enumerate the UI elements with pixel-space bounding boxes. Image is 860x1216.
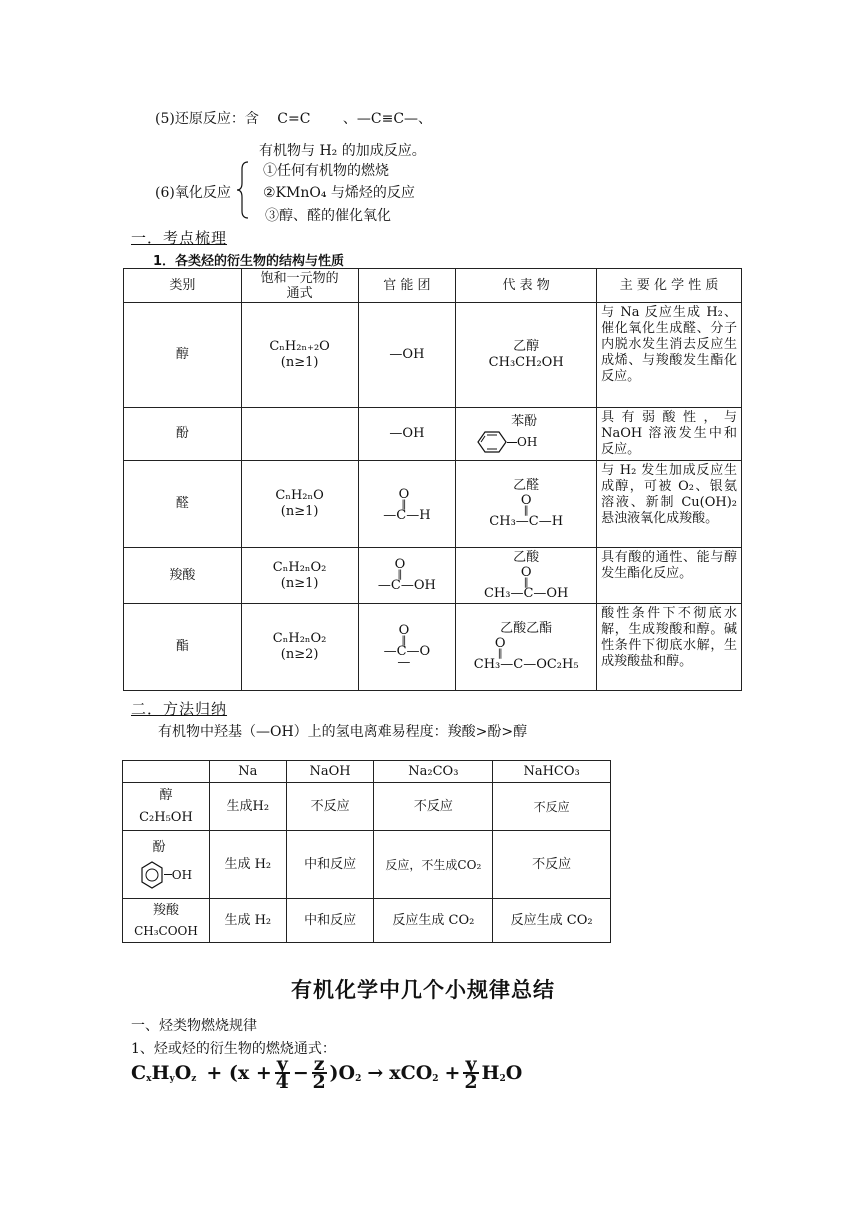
general-formula: CₙH₂ₙO₂	[272, 631, 327, 646]
compound-cell	[123, 783, 210, 831]
reduction-triple-bond: 、—C≡C—、	[342, 111, 433, 127]
compound-cell	[123, 831, 210, 899]
group-cell	[358, 548, 456, 604]
representative-cell	[456, 604, 597, 691]
properties-cell: 具有弱酸性，与 NaOH 溶液发生中和反应。	[597, 408, 742, 461]
result-cell: 中和反应	[286, 899, 374, 943]
result-cell: 生成H₂	[209, 783, 286, 831]
representative-formula: CH₃—C—OC₂H₅	[473, 657, 579, 672]
category-cell: 羧酸	[124, 548, 242, 604]
compound-formula: OH	[171, 867, 193, 882]
table-row	[124, 604, 742, 691]
n-range: (n≥2)	[280, 647, 319, 662]
derivatives-table	[123, 268, 742, 691]
formula-cell	[241, 604, 358, 691]
reduction-line-2: 有机物与 H₂ 的加成反应。	[259, 143, 426, 159]
carbonyl-oxygen: O	[394, 557, 406, 572]
phenol-ring-icon	[140, 860, 164, 890]
section-heading-2: 二．方法归纳	[131, 700, 228, 718]
table-header-row	[124, 269, 742, 303]
representative-name: 苯酚	[511, 414, 538, 429]
result-cell: 不反应	[493, 831, 611, 899]
group-cell	[358, 461, 456, 548]
page-title: 有机化学中几个小规律总结	[291, 978, 555, 1002]
properties-cell: 酸性条件下不彻底水解，生成羧酸和醇。碱性条件下彻底水解，生成羧酸盐和醇。	[597, 604, 742, 691]
table-row	[123, 899, 611, 943]
header-na: Na	[209, 761, 286, 783]
table-row	[124, 461, 742, 548]
bond-below: —	[397, 655, 411, 670]
representative-cell	[456, 548, 597, 604]
n-range: (n≥1)	[280, 504, 319, 519]
summary-section: 一、烃类物燃烧规律	[131, 1018, 257, 1034]
representative-formula: CH₃CH₂OH	[488, 355, 564, 370]
section-heading-1: 一．考点梳理	[131, 229, 228, 247]
category-cell: 醇	[124, 303, 242, 408]
carbonyl-oxygen: O	[398, 486, 410, 502]
properties-cell: 与 H₂ 发生加成反应生成醇，可被 O₂、银氨溶液、新制 Cu(OH)₂ 悬浊液氧化成羧酸。	[597, 461, 742, 548]
result-cell: 不反应	[286, 783, 374, 831]
acidity-order: 有机物中羟基（—OH）上的氢电离难易程度：羧酸>酚>醇	[158, 724, 528, 740]
representative-formula: CH₃—C—H	[489, 514, 564, 529]
representative-formula: OH	[517, 435, 538, 449]
double-bond-icon: ‖	[401, 635, 407, 646]
formula-cell	[241, 461, 358, 548]
formula-cell	[241, 408, 358, 461]
oxidation-label: (6)氧化反应	[155, 185, 231, 201]
table-row	[123, 783, 611, 831]
functional-group: —C—OH	[377, 578, 436, 593]
carbonyl-oxygen: O	[398, 623, 410, 638]
formula-cell	[241, 303, 358, 408]
result-cell: 不反应	[374, 783, 493, 831]
compound-name: 羧酸	[152, 902, 179, 918]
double-bond-icon: ‖	[523, 576, 529, 588]
result-cell: 反应生成 CO₂	[374, 899, 493, 943]
representative-cell	[456, 303, 597, 408]
table-row	[124, 303, 742, 408]
table-header-row	[123, 761, 611, 783]
combustion-equation: $C_xH_yO_z$ + (x + $\frac{y}{4}$ − $\frac{z}{2}$ )$O_2$ → xCO$_2$ + $\frac{y}{2}$ $H_2O$	[131, 1053, 523, 1093]
benzene-ring-icon	[477, 430, 507, 454]
double-bond-icon: ‖	[523, 505, 529, 516]
result-cell: 生成 H₂	[209, 831, 286, 899]
representative-cell	[456, 461, 597, 548]
double-bond-icon: ‖	[497, 648, 503, 659]
representative-name: 乙酸乙酯	[500, 621, 553, 636]
category-cell: 醛	[124, 461, 242, 548]
compound-cell	[123, 899, 210, 943]
formula-cell	[241, 548, 358, 604]
category-cell: 酯	[124, 604, 242, 691]
header-nahco3: NaHCO₃	[493, 761, 611, 783]
representative-cell	[456, 408, 597, 461]
general-formula: CₙH₂ₙ₊₂O	[269, 339, 330, 354]
header-naoh: NaOH	[286, 761, 374, 783]
header-category: 类别	[124, 269, 242, 303]
functional-group: —C—O	[383, 644, 431, 659]
category-cell: 酚	[124, 408, 242, 461]
brace-icon	[236, 161, 250, 219]
double-bond-icon: ‖	[397, 569, 403, 580]
compound-name: 酚	[152, 839, 166, 855]
functional-group: —C—H	[383, 507, 431, 523]
compound-formula: CH₃COOH	[134, 923, 198, 938]
oxidation-item-2: ②KMnO₄ 与烯烃的反应	[263, 185, 415, 201]
oxidation-item-3: ③醇、醛的催化氧化	[265, 208, 391, 224]
result-cell: 反应，不生成CO₂	[374, 831, 493, 899]
properties-cell: 与 Na 反应生成 H₂、催化氧化生成醛、分子内脱水发生消去反应生成烯、与羧酸发生酯化反应。	[597, 303, 742, 408]
section-subheading-1: 1．各类烃的衍生物的结构与性质	[153, 254, 345, 269]
compound-formula: C₂H₅OH	[139, 809, 193, 825]
summary-item: 1、烃或烃的衍生物的燃烧通式：	[131, 1041, 336, 1057]
result-cell: 反应生成 CO₂	[493, 899, 611, 943]
group-cell: —OH	[358, 303, 456, 408]
header-na2co3: Na₂CO₃	[374, 761, 493, 783]
n-range: (n≥1)	[280, 355, 319, 370]
header-representative: 代 表 物	[456, 269, 597, 303]
result-cell: 生成 H₂	[209, 899, 286, 943]
reactivity-table	[122, 760, 611, 943]
table-row	[124, 408, 742, 461]
representative-name: 乙醇	[513, 339, 540, 354]
general-formula: CₙH₂ₙO	[275, 488, 324, 503]
representative-name: 乙酸	[513, 549, 540, 565]
carbonyl-oxygen: O	[520, 493, 532, 508]
double-bond-icon: ‖	[401, 498, 407, 510]
table-row	[123, 831, 611, 899]
carbonyl-oxygen: O	[520, 564, 532, 580]
group-cell: —OH	[358, 408, 456, 461]
compound-name: 醇	[159, 787, 173, 803]
header-empty	[123, 761, 210, 783]
oxidation-item-1: ①任何有机物的燃烧	[263, 163, 389, 179]
header-properties: 主 要 化 学 性 质	[597, 269, 742, 303]
representative-name: 乙醛	[513, 478, 540, 493]
general-formula: CₙH₂ₙO₂	[272, 559, 327, 575]
reduction-prefix: (5)还原反应：含	[155, 111, 259, 127]
header-general-formula: 饱和一元物的通式	[241, 269, 358, 303]
representative-formula: CH₃—C—OH	[483, 585, 569, 601]
properties-cell: 具有酸的通性、能与醇发生酯化反应。	[597, 548, 742, 604]
table-row	[124, 548, 742, 604]
result-cell: 不反应	[493, 783, 611, 831]
reduction-double-bond: C=C	[277, 111, 311, 127]
reduction-line	[155, 108, 432, 128]
result-cell: 中和反应	[286, 831, 374, 899]
n-range: (n≥1)	[280, 575, 319, 591]
carbonyl-oxygen: O	[494, 636, 506, 651]
header-functional-group: 官 能 团	[358, 269, 456, 303]
